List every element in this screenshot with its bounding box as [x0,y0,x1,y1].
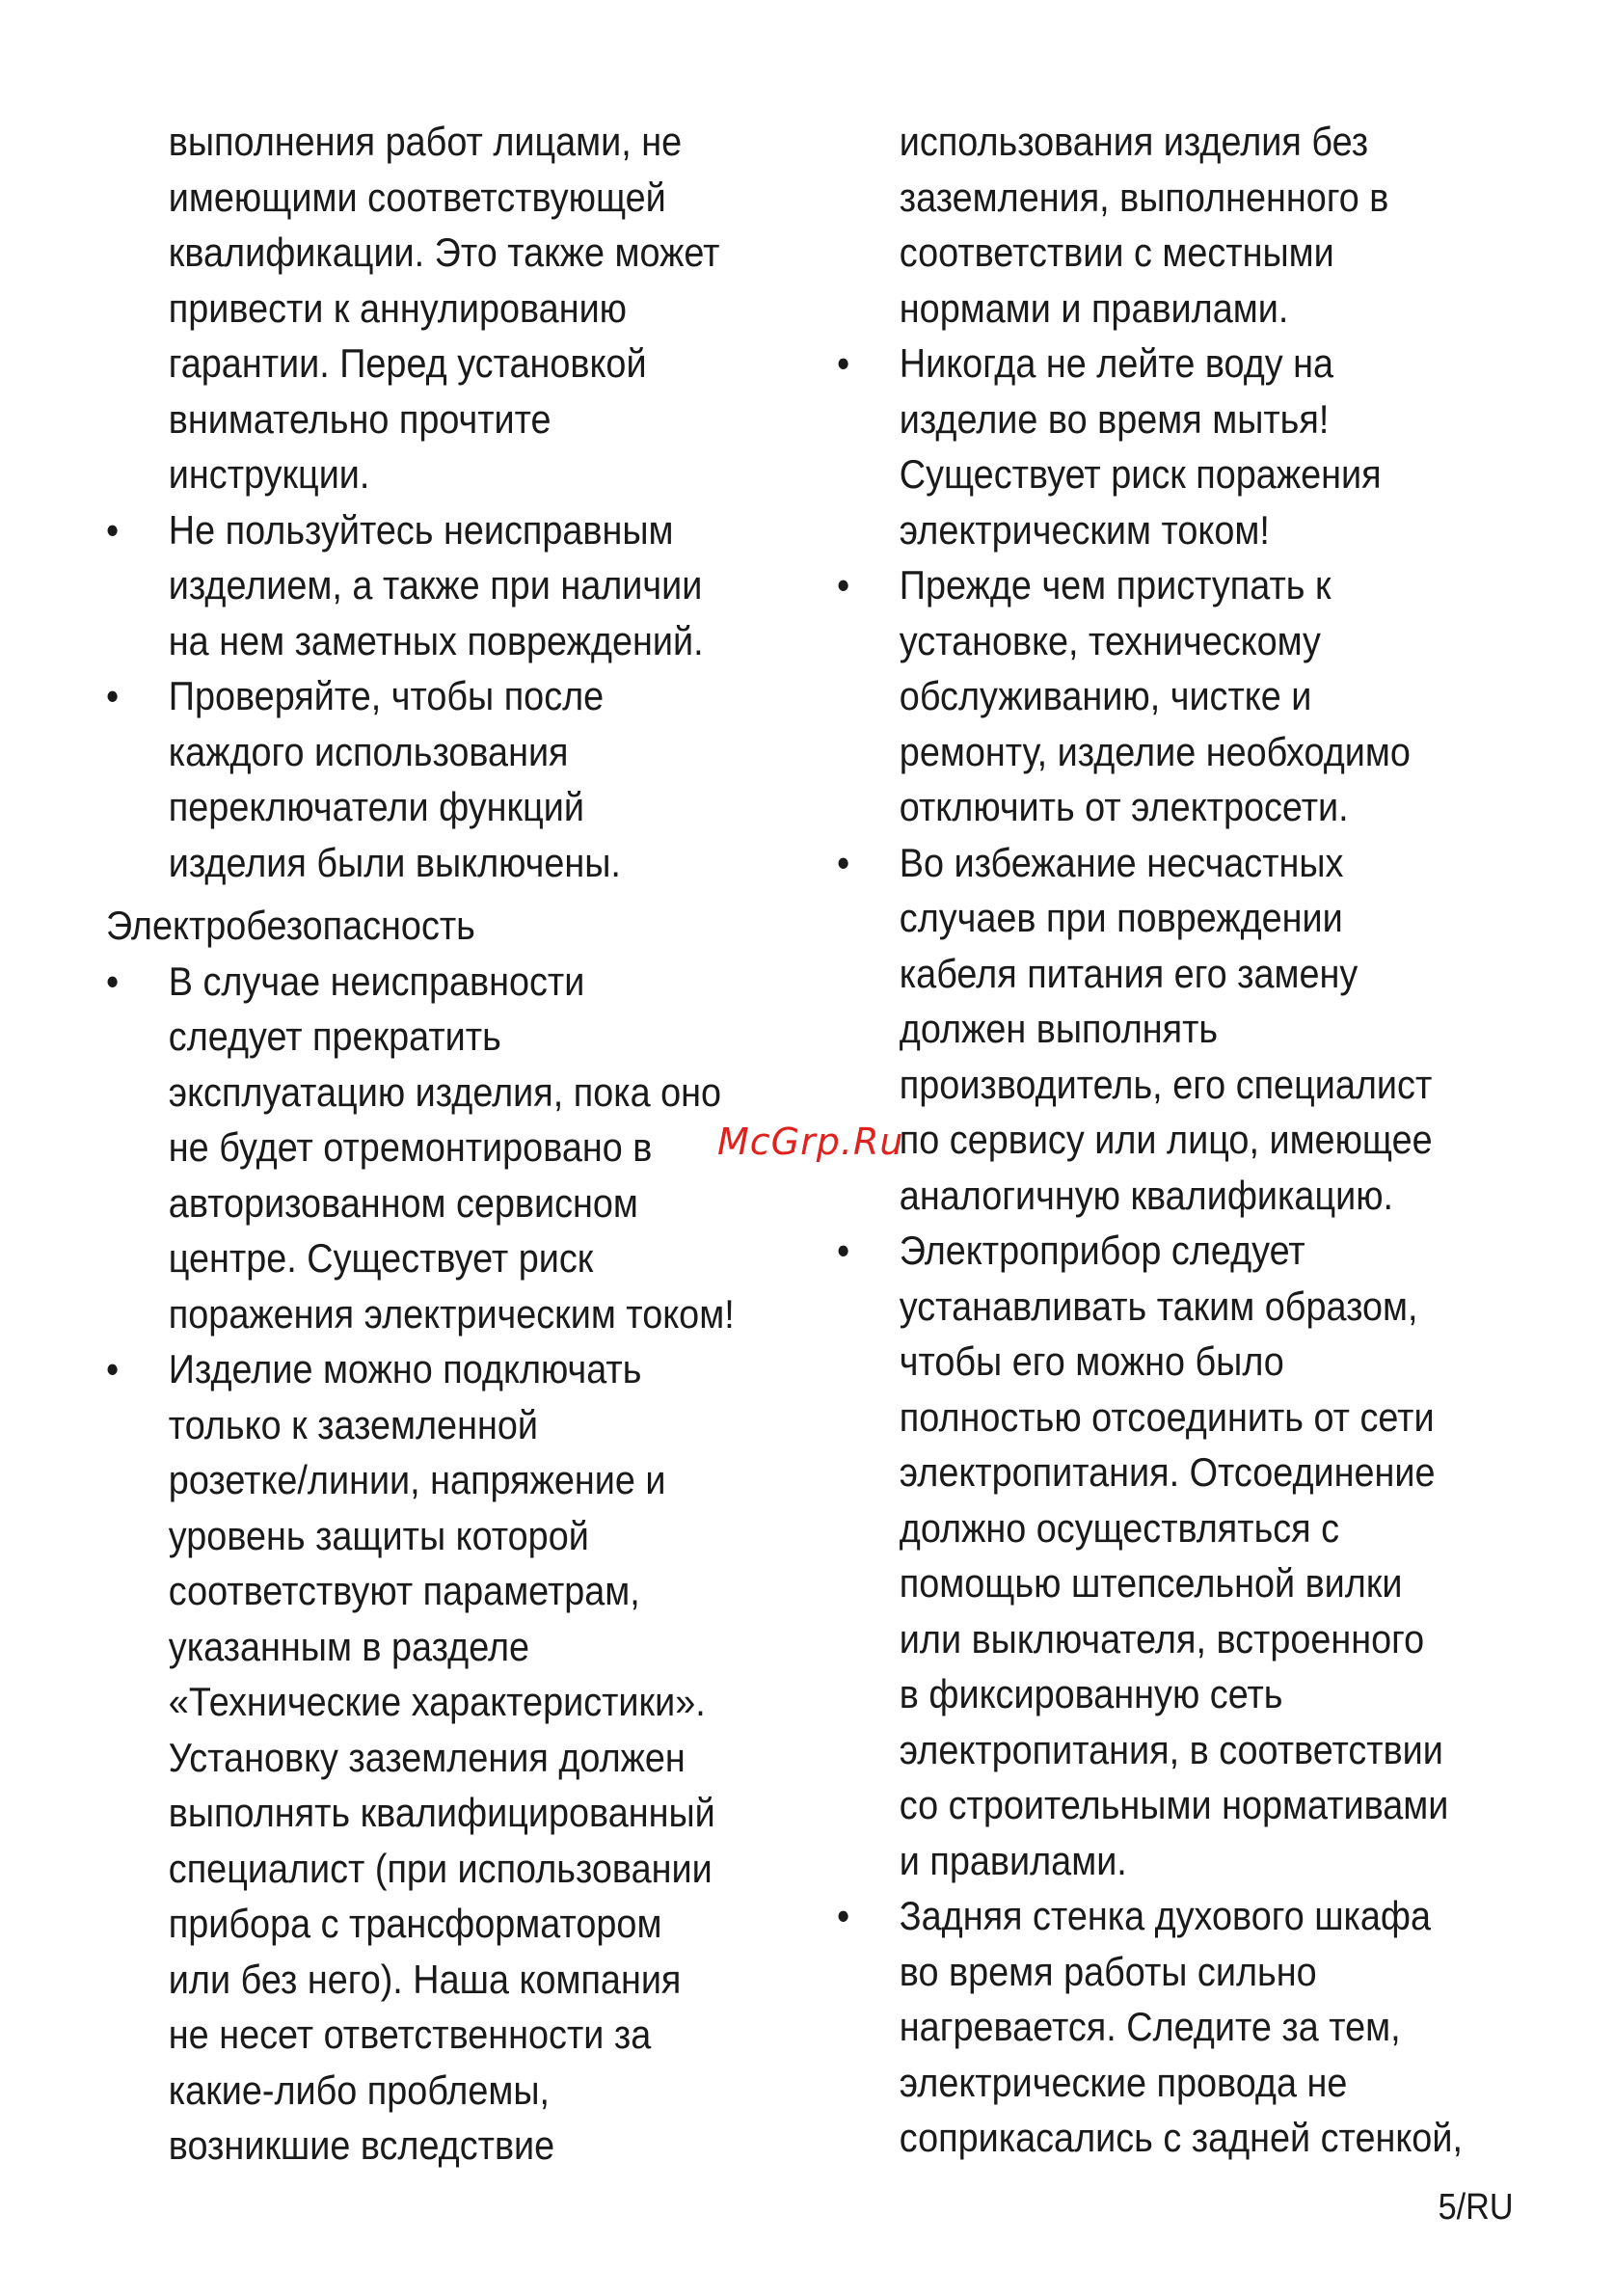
text-line: или выключателя, встроенного [899,1615,1425,1661]
text-line: устанавливать таким образом, [899,1283,1418,1329]
text-line: или без него). Наша компания [168,1956,682,2002]
text-line: установке, техническому [899,617,1321,663]
text-line: прибора с трансформатором [168,1901,662,1946]
text-line: розетке/линии, напряжение и [168,1457,666,1502]
text-line: квалификации. Это также может [168,230,720,275]
left-continuation-paragraph [106,114,792,502]
bullet-marker: • [106,673,120,718]
watermark: McGrp.Ru [717,1121,904,1163]
text-line: электропитания. Отсоединение [899,1449,1436,1495]
text-line: электрические провода не [899,2059,1348,2105]
text-line: • Изделие можно подключать [106,1341,792,1397]
text-line: какие-либо проблемы, [168,2066,551,2113]
text-line: • Никогда не лейте воду на [837,336,1574,392]
text-line: электрическим током! [899,506,1270,553]
text-line: аналогичную квалификацию. [899,1172,1394,1218]
bullet-marker: • [106,1346,120,1391]
bullet-marker: • [106,506,120,553]
text-line: выполнять квалифицированный [168,1790,715,1835]
bullet-marker: • [837,340,850,386]
bullet-marker: • [837,1228,850,1273]
bullet-marker: • [837,562,850,608]
text-line: ремонту, изделие необходимо [899,728,1411,774]
text-line: каждого использования [168,728,569,774]
bullet-item [106,1341,792,2174]
text-line: изделие во время мытья! [899,395,1330,442]
text-line: «Технические характеристики». [168,1679,706,1724]
left-column [106,114,792,2174]
bullet-item [837,835,1574,1224]
text-line: • В случае неисправности [106,954,792,1010]
text-line: электропитания, в соответствии [899,1726,1443,1772]
bullet-item [106,502,792,669]
right-column [837,114,1574,2166]
text-line: Существует риск поражения [899,451,1382,497]
text-line: по сервису или лицо, имеющее [899,1117,1433,1162]
text-line: нормами и правилами. [899,284,1289,331]
text-line: должен выполнять [899,1006,1219,1051]
bullet-item [837,557,1574,835]
text-line: переключатели функций [168,784,584,829]
section-heading: Электробезопасность [106,903,475,948]
bullet-item [106,668,792,890]
text-line: кабеля питания его замену [899,950,1358,996]
text-line: • Проверяйте, чтобы после [106,668,792,724]
bullet-item [837,1223,1574,1888]
bullet-marker: • [837,839,850,885]
text-line: изделия были выключены. [168,839,621,885]
text-line: не несет ответственности за [168,2012,652,2057]
text-line: соответствуют параметрам, [168,1568,640,1613]
text-line: гарантии. Перед установкой [168,340,647,386]
text-line: следует прекратить [168,1013,501,1059]
right-continuation-paragraph [837,114,1574,336]
text-line: внимательно прочтите [168,395,551,442]
text-line: центре. Существует риск [168,1235,594,1281]
text-line: со строительными нормативами [899,1782,1449,1827]
text-line: специалист (при использовании [168,1845,713,1891]
text-line: использования изделия без [899,119,1369,164]
bullet-item [106,954,792,1342]
text-line: отключить от электросети. [899,784,1349,829]
text-line: не будет отремонтировано в [168,1124,653,1170]
text-line: только к заземленной [168,1401,538,1447]
text-line: обслуживанию, чистке и [899,673,1312,718]
text-line: выполнения работ лицами, не [168,119,683,164]
text-line: • Не пользуйтесь неисправным [106,502,792,558]
text-line: эксплуатацию изделия, пока оно [168,1068,722,1115]
text-line: нагревается. Следите за тем, [899,2004,1401,2049]
text-line: случаев при повреждении [899,895,1343,940]
text-line: во время работы сильно [899,1948,1317,1994]
text-line: • Задняя стенка духового шкафа [837,1888,1574,1944]
text-line: Установку заземления должен [168,1734,686,1780]
text-line: на нем заметных повреждений. [168,617,704,663]
bullet-marker: • [106,958,120,1004]
text-line: чтобы его можно было [899,1338,1284,1384]
page-number: 5/RU [1439,2187,1514,2228]
text-line: возникшие вследствие [168,2122,555,2168]
text-line: и правилами. [899,1837,1127,1883]
text-line: изделием, а также при наличии [168,562,703,608]
bullet-item [837,1888,1574,2166]
text-line: указанным в разделе [168,1623,530,1669]
text-line: имеющими соответствующей [168,174,666,220]
text-line: в фиксированную сеть [899,1671,1283,1716]
bullet-item [837,336,1574,557]
text-line: • Электроприбор следует [837,1223,1574,1279]
text-line: соответствии с местными [899,230,1334,275]
text-line: • Прежде чем приступать к [837,557,1574,613]
text-line: соприкасались с задней стенкой, [899,2115,1463,2160]
text-line: полностью отсоединить от сети [899,1393,1435,1440]
text-line: авторизованном сервисном [168,1179,638,1226]
text-line: помощью штепсельной вилки [899,1560,1403,1606]
text-line: поражения электрическим током! [168,1290,735,1337]
text-line: заземления, выполненного в [899,174,1389,220]
text-line: должно осуществляться с [899,1504,1340,1551]
text-line: производитель, его специалист [899,1061,1433,1107]
text-line: уровень защиты которой [168,1512,589,1558]
text-line: привести к аннулированию [168,284,628,331]
text-line: • Во избежание несчастных [837,835,1574,891]
bullet-marker: • [837,1893,850,1938]
text-line: инструкции. [168,451,370,497]
